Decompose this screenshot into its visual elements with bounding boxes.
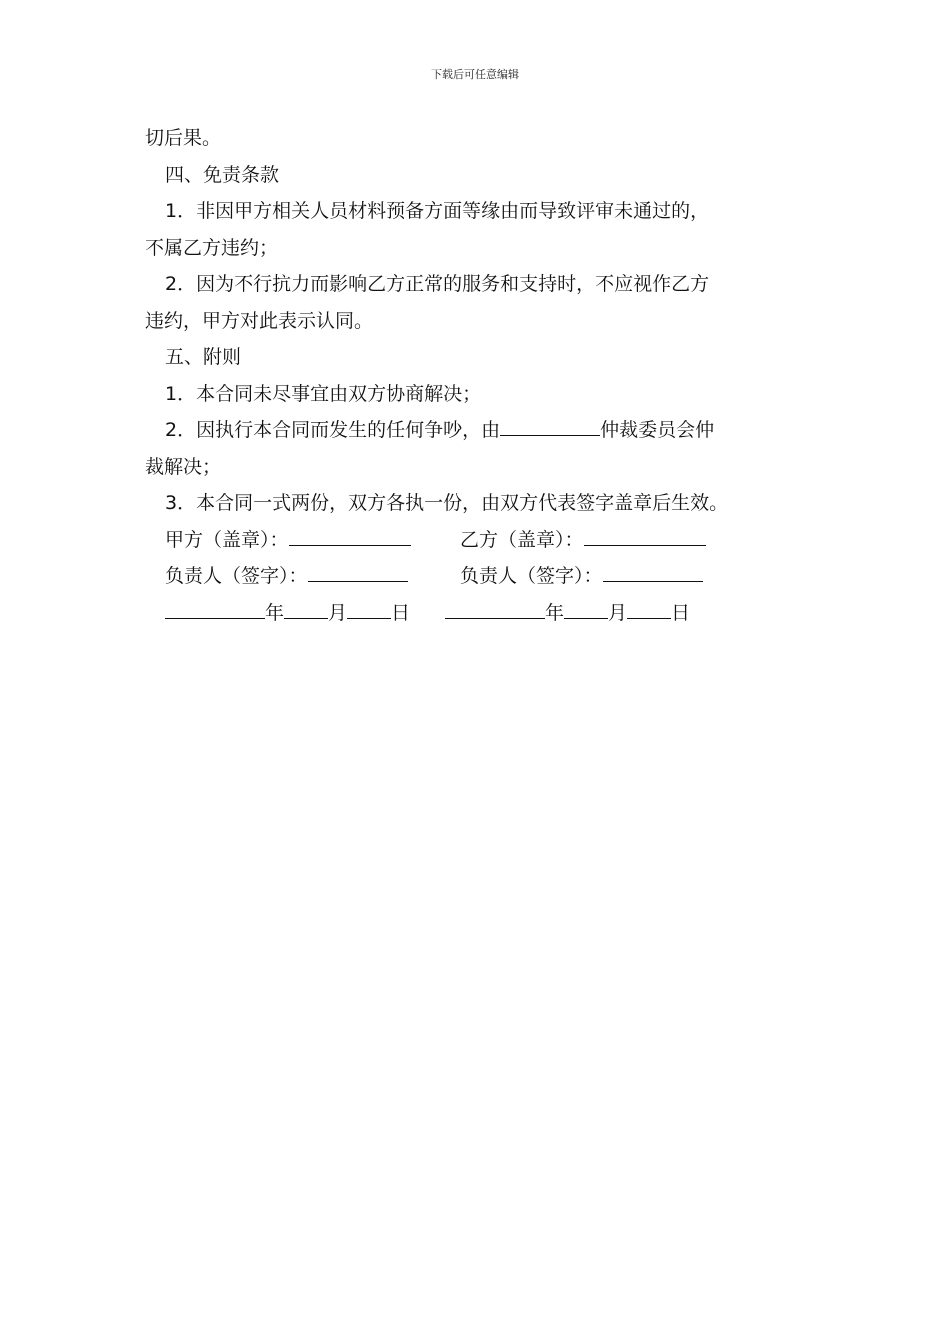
clause-5-3: 3．本合同一式两份，双方各执一份，由双方代表签字盖章后生效。 xyxy=(165,492,729,514)
party-a-seal-field xyxy=(165,522,460,559)
party-b-sign-blank[interactable] xyxy=(603,559,703,582)
clause-4-1-line-2: 不属乙方违约； xyxy=(145,236,279,259)
party-b-sign-field xyxy=(460,558,703,595)
clause-4-2-line-1: 2．因为不行抗力而影响乙方正常的服务和支持时，不应视作乙方 xyxy=(165,273,710,295)
clause-5-2-line-2: 裁解决； xyxy=(145,455,222,478)
clause-5-1: 1．本合同未尽事宜由双方协商解决； xyxy=(165,382,482,405)
party-a-month-blank[interactable] xyxy=(284,596,328,619)
party-a-sign-field xyxy=(165,558,460,595)
signature-row-sign xyxy=(145,558,825,595)
party-b-sign-label: 负责人（签字）： xyxy=(460,565,603,587)
party-a-day-blank[interactable] xyxy=(347,596,391,619)
section-heading-disclaimer: 四、免责条款 xyxy=(165,163,280,186)
clause-4-2-line-2: 违约，甲方对此表示认同。 xyxy=(145,309,374,332)
year-label: 年 xyxy=(545,601,565,624)
party-a-sign-label: 负责人（签字）： xyxy=(165,565,308,587)
party-b-date-field xyxy=(445,595,690,632)
arbitration-commission-blank[interactable] xyxy=(500,413,600,436)
party-b-seal-blank[interactable] xyxy=(584,523,706,546)
party-b-seal-label: 乙方（盖章）： xyxy=(460,528,584,551)
party-b-day-blank[interactable] xyxy=(627,596,671,619)
month-label: 月 xyxy=(608,601,628,624)
party-a-sign-blank[interactable] xyxy=(308,559,408,582)
clause-4-1-line-1: 1．非因甲方相关人员材料预备方面等缘由而导致评审未通过的， xyxy=(165,200,710,222)
month-label: 月 xyxy=(328,601,348,624)
party-a-seal-blank[interactable] xyxy=(289,523,411,546)
party-a-date-field xyxy=(165,595,445,632)
clause-5-2-text-after: 仲裁委员会仲 xyxy=(600,419,715,441)
party-a-seal-label: 甲方（盖章）： xyxy=(165,528,289,551)
clause-5-2-line-1 xyxy=(145,412,825,449)
party-a-year-blank[interactable] xyxy=(165,596,265,619)
day-label: 日 xyxy=(391,601,411,624)
signature-row-seal xyxy=(145,522,825,559)
party-b-seal-field xyxy=(460,522,706,559)
section-heading-appendix: 五、附则 xyxy=(165,346,242,368)
clause-5-2-text-before: 2．因执行本合同而发生的任何争吵，由 xyxy=(165,419,501,441)
signature-row-date xyxy=(145,595,825,632)
page-header: 下载后可任意编辑 xyxy=(431,68,519,81)
party-b-year-blank[interactable] xyxy=(445,596,545,619)
paragraph-continuation: 切后果。 xyxy=(145,127,222,149)
year-label: 年 xyxy=(265,601,285,624)
day-label: 日 xyxy=(671,601,691,624)
contract-body xyxy=(145,120,825,631)
party-b-month-blank[interactable] xyxy=(564,596,608,619)
